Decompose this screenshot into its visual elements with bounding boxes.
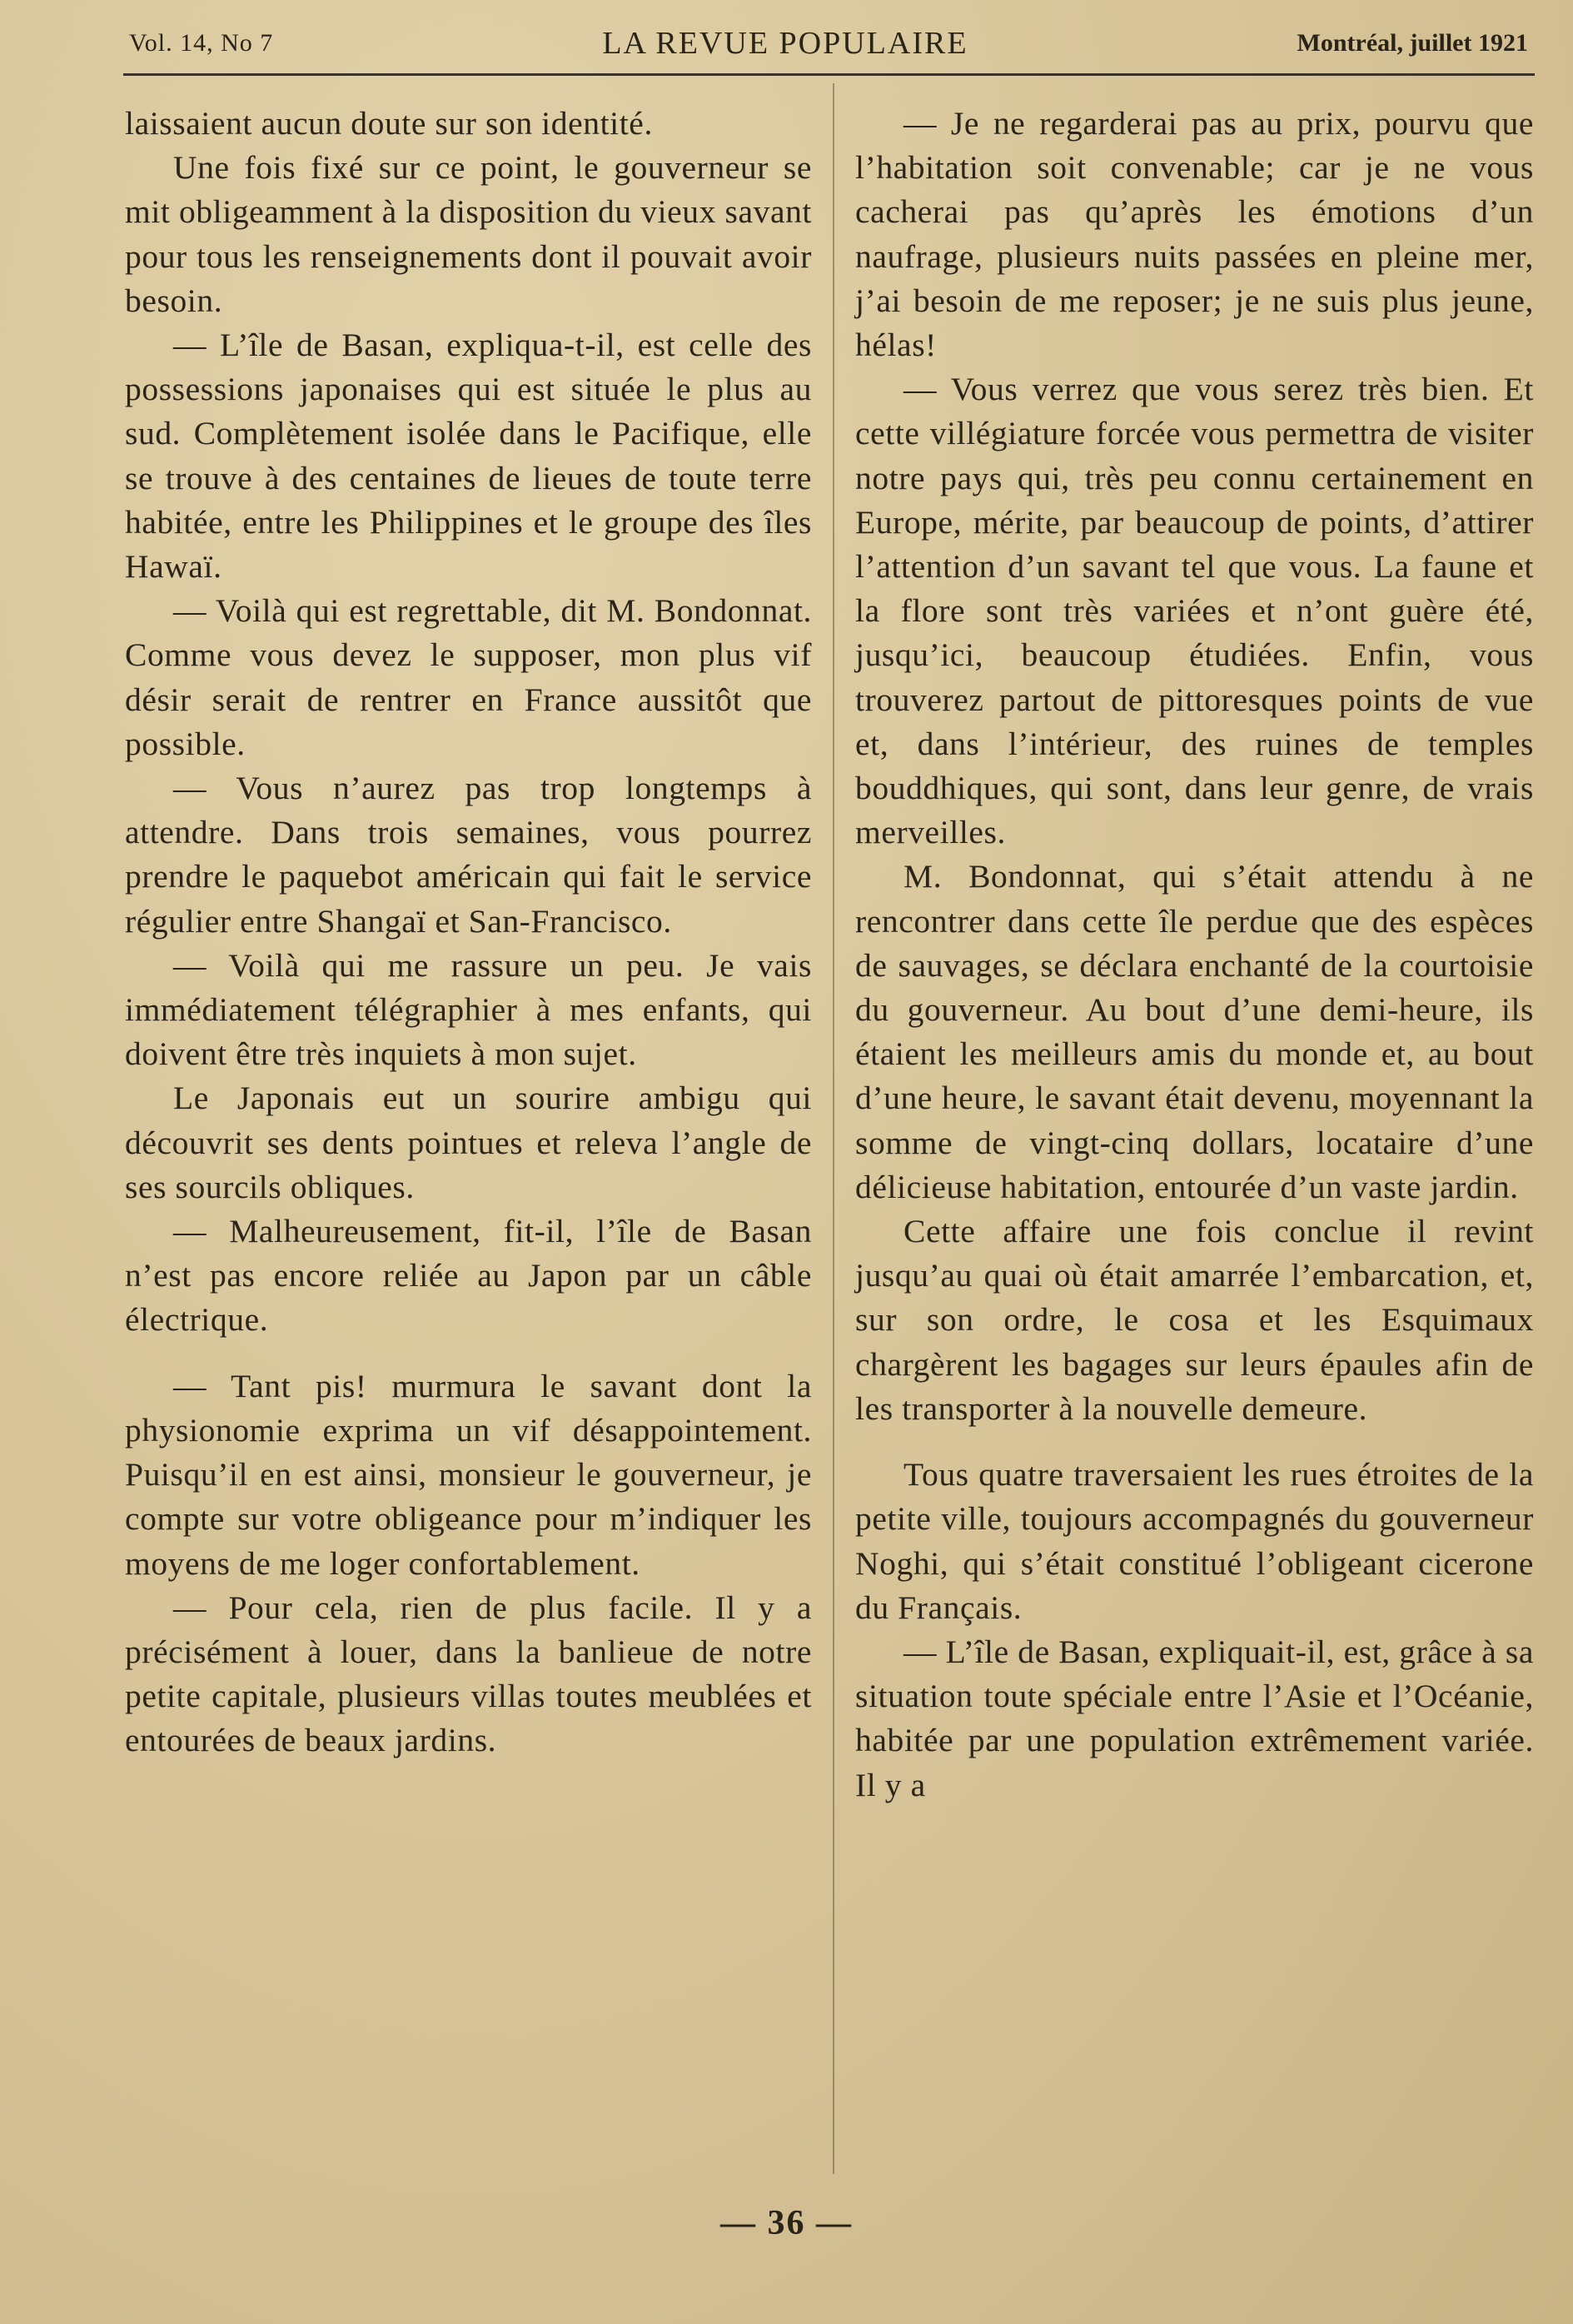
running-header	[129, 18, 1528, 68]
paragraph: — Tant pis! murmura le savant dont la physionomie exprima un vif désappointement. Puisqu’il en est ainsi, monsieur le gouverneur, je compte sur votre obligeance pour m’indiquer les moyens de me loger confortablement.	[125, 1367, 812, 1582]
column-divider	[833, 83, 834, 2174]
paragraph: Une fois fixé sur ce point, le gouverneur se mit obligeamment à la disposition du vieux savant pour tous les renseignements dont il pouvait avoir besoin.	[125, 149, 812, 319]
paragraph: Tous quatre traversaient les rues étroites de la petite ville, toujours accompagnés du gouverneur Noghi, qui s’était constitué l’obligeant cicerone du Français.	[855, 1456, 1534, 1626]
place-date: Montréal, juillet 1921	[1297, 29, 1528, 57]
left-column	[125, 102, 812, 1763]
paragraph: — Malheureusement, fit-il, l’île de Basan n’est pas encore reliée au Japon par un câble électrique.	[125, 1213, 812, 1339]
paragraph: — Je ne regarderai pas au prix, pourvu que l’habitation soit convenable; car je ne vous cacherai pas qu’après les émotions d’un naufrage, plusieurs nuits passées en pleine mer, j’ai besoin de me reposer; je ne suis plus jeune, hélas!	[855, 105, 1534, 364]
paragraph: — Pour cela, rien de plus facile. Il y a précisément à louer, dans la banlieue de notre petite capitale, plusieurs villas toutes meublées et entourées de beaux jardins.	[125, 1588, 812, 1759]
right-column	[855, 102, 1534, 1808]
paragraph: M. Bondonnat, qui s’était attendu à ne rencontrer dans cette île perdue que des espèces de sauvages, se déclara enchanté de la courtoisie du gouverneur. Au bout d’une demi-heure, ils étaient les meilleurs amis du monde et, au bout d’une heure, le savant était devenu, moyennant la somme de vingt-cinq dollars, locataire d’une délicieuse habitation, entourée d’un vaste jardin.	[855, 858, 1534, 1205]
paragraph: — Voilà qui est regrettable, dit M. Bondonnat. Comme vous devez le supposer, mon plus vif désir serait de rentrer en France aussitôt que possible.	[125, 592, 812, 762]
paragraph: — Vous n’aurez pas trop longtemps à attendre. Dans trois semaines, vous pourrez prendre le paquebot américain qui fait le service régulier entre Shangaï et San-Francisco.	[125, 770, 812, 940]
volume-number: Vol. 14, No 7	[129, 29, 274, 57]
header-rule	[123, 73, 1535, 76]
paragraph: — L’île de Basan, expliqua-t-il, est celle des possessions japonaises qui est située le plus au sud. Complètement isolée dans le Pacifique, elle se trouve à des centaines de lieues de toute terre habitée, entre les Philippines et le groupe des îles Hawaï.	[125, 327, 812, 586]
paragraph: Le Japonais eut un sourire ambigu qui découvrit ses dents pointues et releva l’angle de ses sourcils obliques.	[125, 1080, 812, 1205]
page-number: — 36 —	[720, 2204, 853, 2242]
paragraph: — Voilà qui me rassure un peu. Je vais immédiatement télégraphier à mes enfants, qui doivent être très inquiets à mon sujet.	[125, 946, 812, 1073]
paragraph: laissaient aucun doute sur son identité.	[125, 105, 653, 142]
journal-title: LA REVUE POPULAIRE	[602, 26, 968, 61]
paragraph: — L’île de Basan, expliquait-il, est, grâce à sa situation toute spéciale entre l’Asie et l’Océanie, habitée par une population extrêmement variée. Il y a	[855, 1633, 1534, 1803]
paragraph: — Vous verrez que vous serez très bien. Et cette villégiature forcée vous permettra de visiter notre pays qui, très peu connu certainement en Europe, mérite, par beaucoup de points, d’attirer l’attention d’un savant tel que vous. La faune et la flore sont très variées et n’ont guère été, jusqu’ici, beaucoup étudiées. Enfin, vous trouverez partout de pittoresques points de vue et, dans l’intérieur, des ruines de temples bouddhiques, qui sont, dans leur genre, de vrais merveilles.	[855, 371, 1534, 851]
paragraph: Cette affaire une fois conclue il revint jusqu’au quai où était amarrée l’embarcation, et, sur son ordre, le cosa et les Esquimaux chargèrent les bagages sur leurs épaules afin de les transporter à la nouvelle demeure.	[855, 1213, 1534, 1427]
